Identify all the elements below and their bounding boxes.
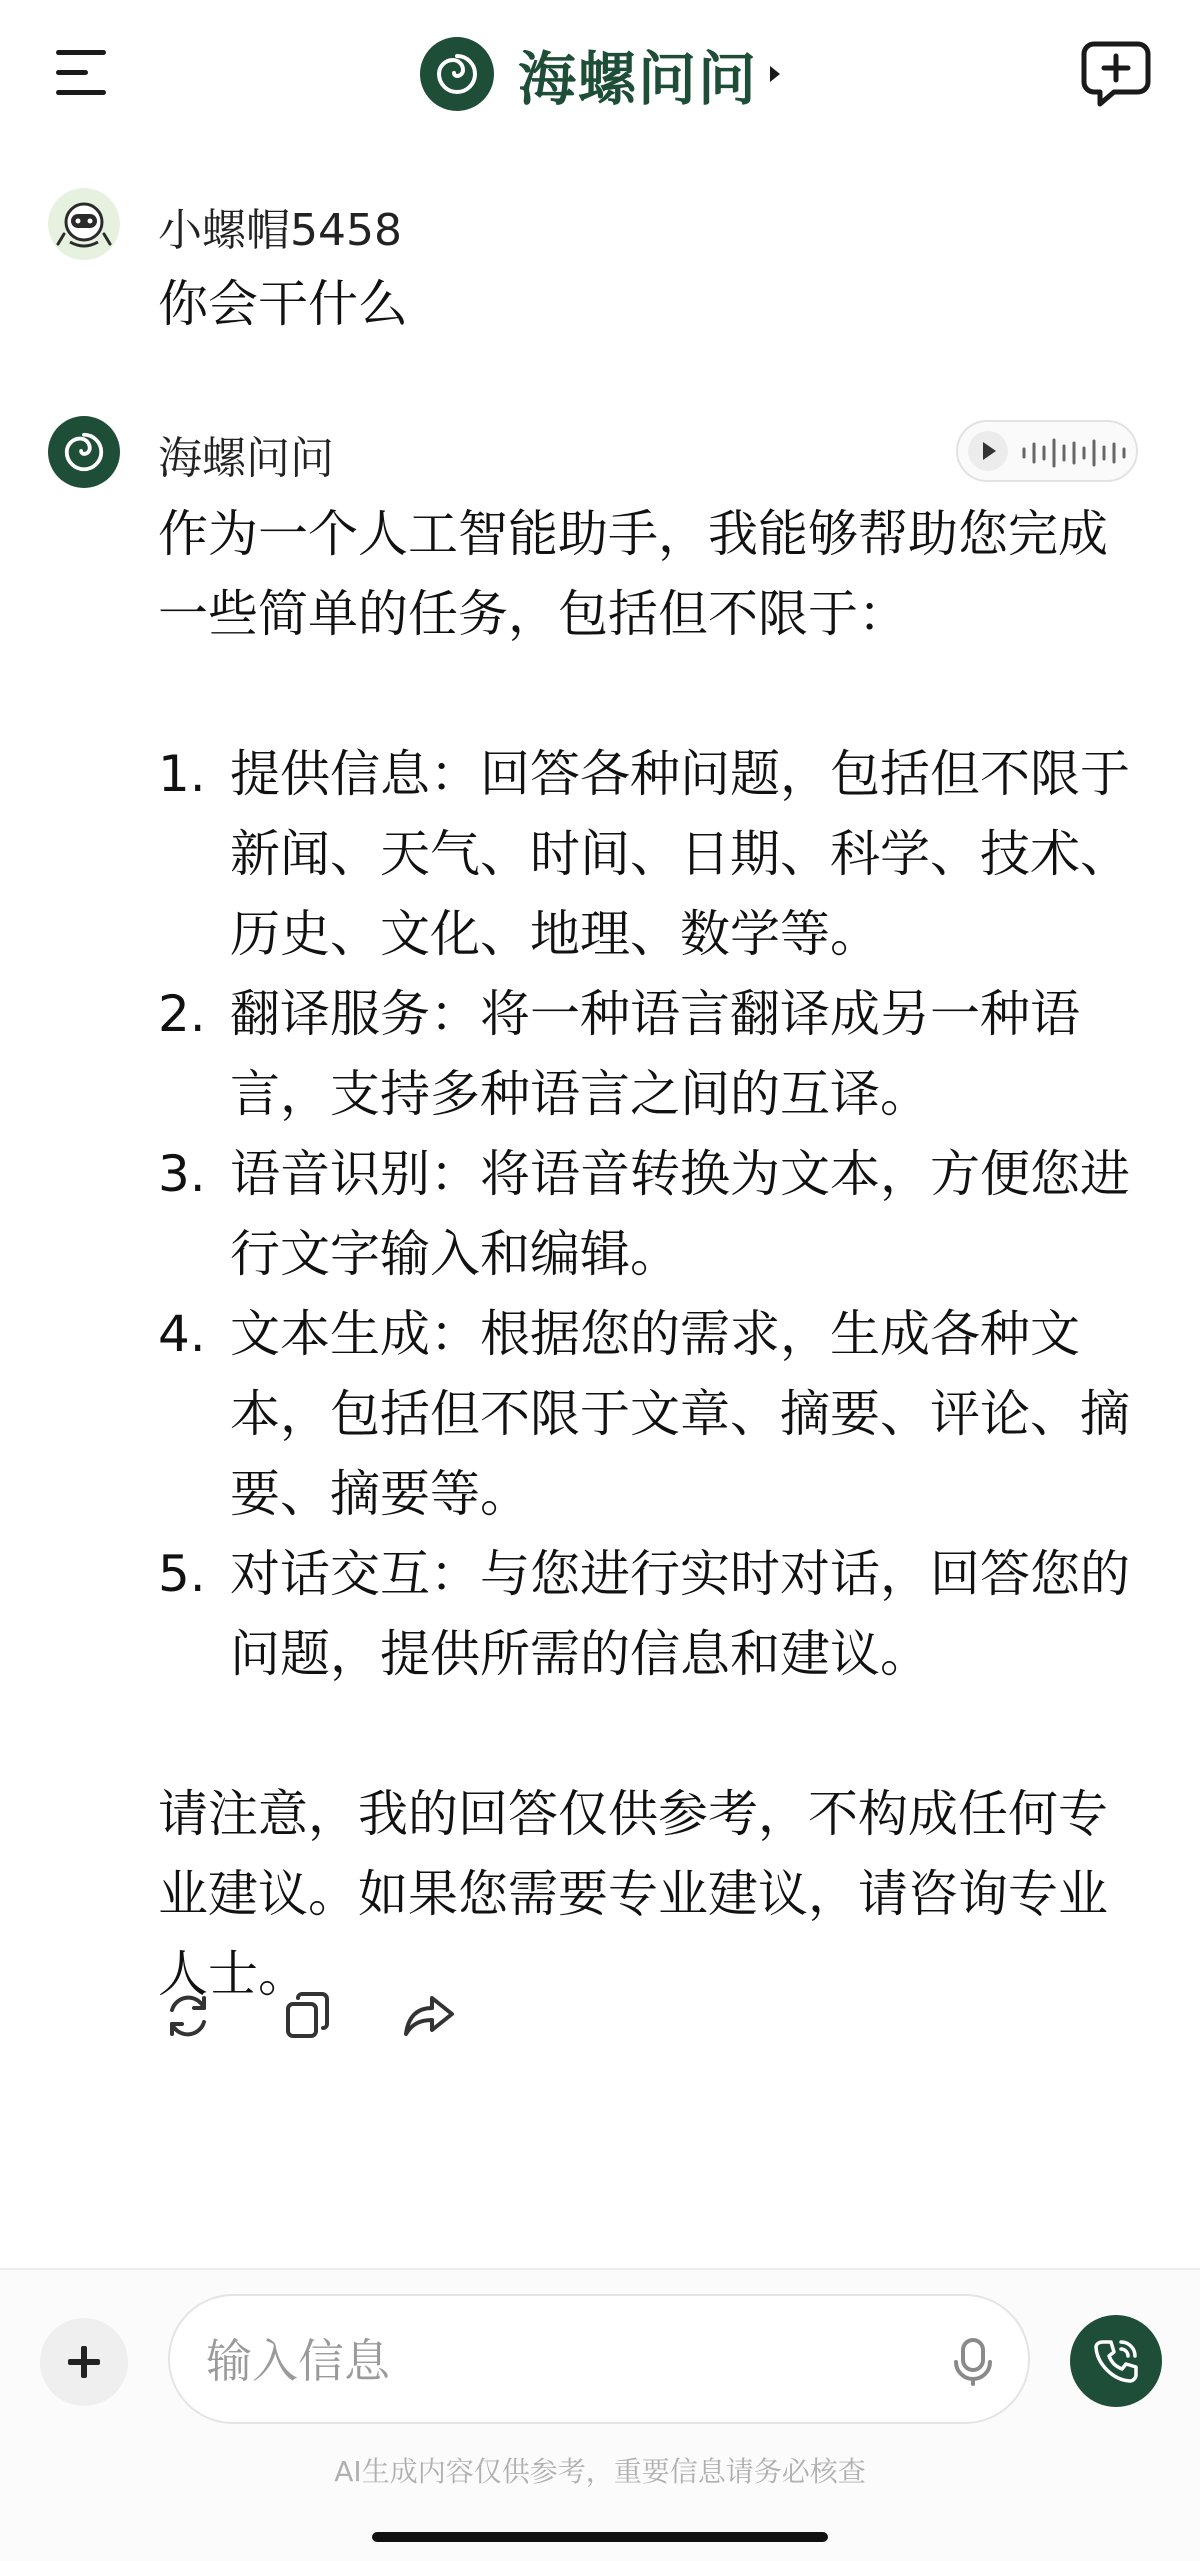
top-header xyxy=(0,0,1200,150)
home-indicator xyxy=(372,2532,828,2542)
user-name: 小螺帽5458 xyxy=(158,205,402,256)
answer-list xyxy=(158,734,1143,1694)
message-input[interactable] xyxy=(206,2326,886,2396)
app-title-switcher[interactable] xyxy=(420,36,780,112)
list-item: 1. 提供信息：回答各种问题，包括但不限于新闻、天气、时间、日期、科学、技术、历史、文化、地理、数学等。 xyxy=(158,745,1130,963)
list-item: 5. 对话交互：与您进行实时对话，回答您的问题，提供所需的信息和建议。 xyxy=(158,1545,1130,1683)
bot-name: 海螺问问 xyxy=(158,433,334,484)
snail-logo-icon xyxy=(61,429,107,475)
user-message: 你会干什么 xyxy=(158,275,408,333)
share-icon[interactable] xyxy=(398,1986,458,2046)
list-item: 3. 语音识别：将语音转换为文本，方便您进行文字输入和编辑。 xyxy=(158,1145,1130,1283)
play-audio-button[interactable] xyxy=(956,420,1138,482)
astronaut-avatar-icon xyxy=(54,194,114,254)
hamburger-menu-icon[interactable] xyxy=(50,44,112,100)
app-title: 海螺问问 xyxy=(518,45,759,113)
bot-answer xyxy=(158,494,1143,2014)
ai-disclaimer: AI生成内容仅供参考，重要信息请务必核查 xyxy=(334,2455,866,2488)
regenerate-icon[interactable] xyxy=(158,1986,218,2046)
snail-logo-icon xyxy=(420,37,494,111)
bot-avatar xyxy=(48,416,120,488)
new-chat-icon[interactable] xyxy=(1080,38,1152,108)
microphone-icon[interactable] xyxy=(948,2336,998,2386)
copy-icon[interactable] xyxy=(278,1986,338,2046)
message-actions xyxy=(158,1986,518,2046)
audio-waveform-icon xyxy=(1020,436,1130,470)
user-avatar[interactable] xyxy=(48,188,120,260)
caret-right-icon xyxy=(770,66,780,82)
phone-call-icon[interactable] xyxy=(1070,2315,1162,2407)
input-bar xyxy=(0,2268,1200,2561)
plus-icon[interactable] xyxy=(40,2318,128,2406)
play-audio-icon xyxy=(968,431,1008,471)
list-item: 4. 文本生成：根据您的需求，生成各种文本，包括但不限于文章、摘要、评论、摘要、摘要等。 xyxy=(158,1305,1130,1523)
list-item: 2. 翻译服务：将一种语言翻译成另一种语言，支持多种语言之间的互译。 xyxy=(158,985,1080,1123)
answer-outro: 请注意，我的回答仅供参考，不构成任何专业建议。如果您需要专业建议，请咨询专业人士。 xyxy=(158,1785,1108,2003)
answer-intro: 作为一个人工智能助手，我能够帮助您完成一些简单的任务，包括但不限于： xyxy=(158,505,1108,643)
message-input-container[interactable] xyxy=(168,2294,1030,2424)
